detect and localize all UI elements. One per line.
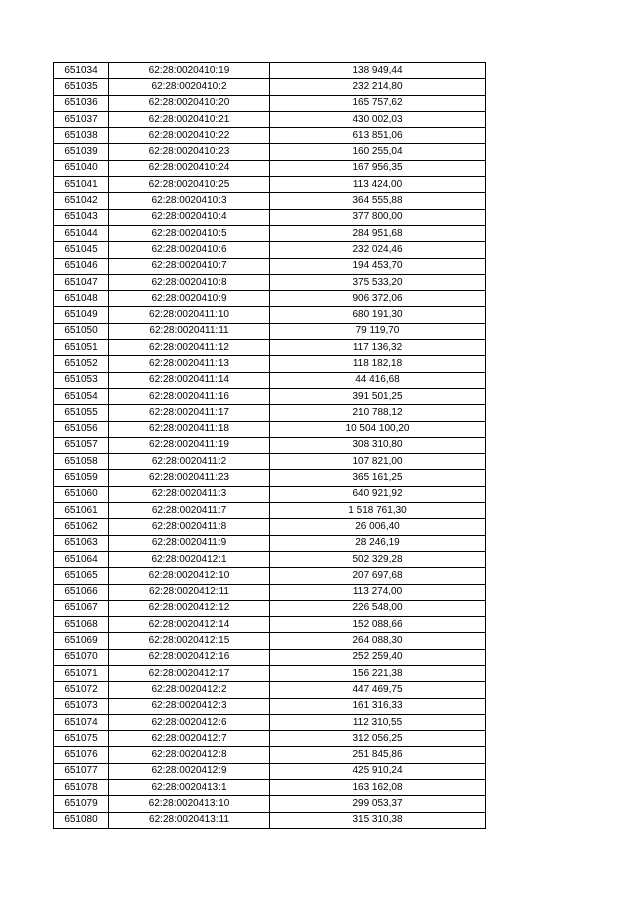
table-row — [54, 780, 486, 796]
cadastral-number-cell: 62:28:0020413:1 — [109, 780, 270, 796]
record-number-cell: 651057 — [54, 437, 109, 453]
cadastral-number-cell: 62:28:0020412:7 — [109, 731, 270, 747]
cadastral-value-cell: 113 424,00 — [270, 177, 486, 193]
table-row — [54, 63, 486, 79]
record-number-cell: 651061 — [54, 503, 109, 519]
record-number-cell: 651070 — [54, 649, 109, 665]
cadastral-number-cell: 62:28:0020410:21 — [109, 111, 270, 127]
table-row — [54, 372, 486, 388]
cadastral-number-cell: 62:28:0020410:4 — [109, 209, 270, 225]
table-row — [54, 323, 486, 339]
table-row — [54, 95, 486, 111]
cadastral-value-cell: 391 501,25 — [270, 388, 486, 404]
table-row — [54, 340, 486, 356]
record-number-cell: 651036 — [54, 95, 109, 111]
cadastral-value-cell: 377 800,00 — [270, 209, 486, 225]
record-number-cell: 651056 — [54, 421, 109, 437]
cadastral-value-cell: 299 053,37 — [270, 796, 486, 812]
cadastral-number-cell: 62:28:0020410:2 — [109, 79, 270, 95]
cadastral-value-cell: 430 002,03 — [270, 111, 486, 127]
table-row — [54, 258, 486, 274]
cadastral-value-cell: 226 548,00 — [270, 600, 486, 616]
record-number-cell: 651079 — [54, 796, 109, 812]
record-number-cell: 651063 — [54, 535, 109, 551]
record-number-cell: 651035 — [54, 79, 109, 95]
record-number-cell: 651044 — [54, 225, 109, 241]
table-row — [54, 617, 486, 633]
table-row — [54, 519, 486, 535]
table-row — [54, 796, 486, 812]
cadastral-value-cell: 207 697,68 — [270, 568, 486, 584]
record-number-cell: 651076 — [54, 747, 109, 763]
table-row — [54, 160, 486, 176]
cadastral-number-cell: 62:28:0020412:12 — [109, 600, 270, 616]
cadastral-number-cell: 62:28:0020412:9 — [109, 763, 270, 779]
cadastral-number-cell: 62:28:0020413:10 — [109, 796, 270, 812]
record-number-cell: 651072 — [54, 682, 109, 698]
record-number-cell: 651058 — [54, 454, 109, 470]
record-number-cell: 651050 — [54, 323, 109, 339]
record-number-cell: 651068 — [54, 617, 109, 633]
cadastral-value-cell: 640 921,92 — [270, 486, 486, 502]
record-number-cell: 651071 — [54, 665, 109, 681]
cadastral-number-cell: 62:28:0020412:14 — [109, 617, 270, 633]
record-number-cell: 651049 — [54, 307, 109, 323]
record-number-cell: 651051 — [54, 340, 109, 356]
cadastral-number-cell: 62:28:0020410:19 — [109, 63, 270, 79]
cadastral-value-cell: 165 757,62 — [270, 95, 486, 111]
record-number-cell: 651045 — [54, 242, 109, 258]
cadastral-number-cell: 62:28:0020410:22 — [109, 128, 270, 144]
record-number-cell: 651046 — [54, 258, 109, 274]
cadastral-value-cell: 284 951,68 — [270, 225, 486, 241]
record-number-cell: 651053 — [54, 372, 109, 388]
cadastral-value-cell: 232 214,80 — [270, 79, 486, 95]
record-number-cell: 651042 — [54, 193, 109, 209]
cadastral-number-cell: 62:28:0020411:13 — [109, 356, 270, 372]
record-number-cell: 651075 — [54, 731, 109, 747]
cadastral-value-cell: 79 119,70 — [270, 323, 486, 339]
cadastral-number-cell: 62:28:0020413:11 — [109, 812, 270, 828]
table-row — [54, 812, 486, 828]
cadastral-number-cell: 62:28:0020411:10 — [109, 307, 270, 323]
cadastral-number-cell: 62:28:0020410:5 — [109, 225, 270, 241]
table-row — [54, 177, 486, 193]
cadastral-value-cell: 251 845,86 — [270, 747, 486, 763]
cadastral-number-cell: 62:28:0020412:15 — [109, 633, 270, 649]
cadastral-value-cell: 167 956,35 — [270, 160, 486, 176]
cadastral-number-cell: 62:28:0020410:25 — [109, 177, 270, 193]
table-row — [54, 470, 486, 486]
cadastral-number-cell: 62:28:0020411:8 — [109, 519, 270, 535]
cadastral-number-cell: 62:28:0020411:16 — [109, 388, 270, 404]
cadastral-value-cell: 160 255,04 — [270, 144, 486, 160]
cadastral-value-cell: 365 161,25 — [270, 470, 486, 486]
table-row — [54, 225, 486, 241]
record-number-cell: 651043 — [54, 209, 109, 225]
cadastral-value-cell: 107 821,00 — [270, 454, 486, 470]
cadastral-value-cell: 252 259,40 — [270, 649, 486, 665]
table-body — [54, 63, 486, 829]
cadastral-number-cell: 62:28:0020410:20 — [109, 95, 270, 111]
table-row — [54, 503, 486, 519]
table-row — [54, 291, 486, 307]
record-number-cell: 651055 — [54, 405, 109, 421]
cadastral-value-cell: 194 453,70 — [270, 258, 486, 274]
cadastral-value-cell: 906 372,06 — [270, 291, 486, 307]
record-number-cell: 651067 — [54, 600, 109, 616]
cadastral-value-cell: 118 182,18 — [270, 356, 486, 372]
cadastral-number-cell: 62:28:0020412:8 — [109, 747, 270, 763]
cadastral-number-cell: 62:28:0020411:3 — [109, 486, 270, 502]
cadastral-value-cell: 112 310,55 — [270, 714, 486, 730]
cadastral-number-cell: 62:28:0020411:2 — [109, 454, 270, 470]
table-row — [54, 649, 486, 665]
cadastral-number-cell: 62:28:0020411:7 — [109, 503, 270, 519]
record-number-cell: 651037 — [54, 111, 109, 127]
cadastral-number-cell: 62:28:0020412:6 — [109, 714, 270, 730]
record-number-cell: 651039 — [54, 144, 109, 160]
cadastral-value-cell: 26 006,40 — [270, 519, 486, 535]
cadastral-number-cell: 62:28:0020410:8 — [109, 274, 270, 290]
cadastral-value-cell: 117 136,32 — [270, 340, 486, 356]
table-row — [54, 763, 486, 779]
table-row — [54, 356, 486, 372]
cadastral-value-cell: 264 088,30 — [270, 633, 486, 649]
cadastral-value-cell: 28 246,19 — [270, 535, 486, 551]
table-row — [54, 307, 486, 323]
table-row — [54, 633, 486, 649]
table-row — [54, 454, 486, 470]
table-row — [54, 209, 486, 225]
table-row — [54, 747, 486, 763]
table-row — [54, 388, 486, 404]
cadastral-value-cell: 502 329,28 — [270, 551, 486, 567]
table-row — [54, 193, 486, 209]
cadastral-value-cell: 152 088,66 — [270, 617, 486, 633]
table-row — [54, 551, 486, 567]
cadastral-number-cell: 62:28:0020410:3 — [109, 193, 270, 209]
record-number-cell: 651054 — [54, 388, 109, 404]
cadastral-number-cell: 62:28:0020412:10 — [109, 568, 270, 584]
record-number-cell: 651038 — [54, 128, 109, 144]
record-number-cell: 651078 — [54, 780, 109, 796]
cadastral-value-cell: 210 788,12 — [270, 405, 486, 421]
table-row — [54, 698, 486, 714]
cadastral-value-cell: 375 533,20 — [270, 274, 486, 290]
record-number-cell: 651065 — [54, 568, 109, 584]
table-row — [54, 486, 486, 502]
cadastral-number-cell: 62:28:0020410:7 — [109, 258, 270, 274]
cadastral-value-cell: 156 221,38 — [270, 665, 486, 681]
cadastral-number-cell: 62:28:0020412:2 — [109, 682, 270, 698]
cadastral-number-cell: 62:28:0020411:11 — [109, 323, 270, 339]
cadastral-number-cell: 62:28:0020412:17 — [109, 665, 270, 681]
cadastral-value-cell: 312 056,25 — [270, 731, 486, 747]
cadastral-value-cell: 161 316,33 — [270, 698, 486, 714]
cadastral-value-cell: 138 949,44 — [270, 63, 486, 79]
table-row — [54, 568, 486, 584]
record-number-cell: 651077 — [54, 763, 109, 779]
record-number-cell: 651074 — [54, 714, 109, 730]
record-number-cell: 651048 — [54, 291, 109, 307]
cadastral-value-cell: 1 518 761,30 — [270, 503, 486, 519]
record-number-cell: 651066 — [54, 584, 109, 600]
cadastral-value-cell: 232 024,46 — [270, 242, 486, 258]
table-row — [54, 437, 486, 453]
cadastral-number-cell: 62:28:0020412:3 — [109, 698, 270, 714]
table-row — [54, 128, 486, 144]
table-row — [54, 731, 486, 747]
record-number-cell: 651047 — [54, 274, 109, 290]
record-number-cell: 651062 — [54, 519, 109, 535]
cadastral-value-cell: 113 274,00 — [270, 584, 486, 600]
cadastral-number-cell: 62:28:0020412:1 — [109, 551, 270, 567]
cadastral-number-cell: 62:28:0020410:6 — [109, 242, 270, 258]
cadastral-number-cell: 62:28:0020411:14 — [109, 372, 270, 388]
table-row — [54, 144, 486, 160]
cadastral-value-cell: 44 416,68 — [270, 372, 486, 388]
record-number-cell: 651040 — [54, 160, 109, 176]
cadastral-value-cell: 613 851,06 — [270, 128, 486, 144]
cadastral-value-cell: 10 504 100,20 — [270, 421, 486, 437]
record-number-cell: 651034 — [54, 63, 109, 79]
record-number-cell: 651069 — [54, 633, 109, 649]
table-row — [54, 600, 486, 616]
cadastral-value-cell: 315 310,38 — [270, 812, 486, 828]
cadastral-value-cell: 308 310,80 — [270, 437, 486, 453]
cadastral-value-cell: 680 191,30 — [270, 307, 486, 323]
cadastral-number-cell: 62:28:0020412:11 — [109, 584, 270, 600]
record-number-cell: 651080 — [54, 812, 109, 828]
record-number-cell: 651060 — [54, 486, 109, 502]
table-row — [54, 111, 486, 127]
record-number-cell: 651059 — [54, 470, 109, 486]
cadastral-number-cell: 62:28:0020410:24 — [109, 160, 270, 176]
table-row — [54, 421, 486, 437]
table-row — [54, 584, 486, 600]
cadastral-value-cell: 447 469,75 — [270, 682, 486, 698]
table-row — [54, 274, 486, 290]
cadastral-value-table — [53, 62, 486, 829]
table-row — [54, 682, 486, 698]
record-number-cell: 651064 — [54, 551, 109, 567]
cadastral-number-cell: 62:28:0020410:23 — [109, 144, 270, 160]
cadastral-number-cell: 62:28:0020411:12 — [109, 340, 270, 356]
table-row — [54, 665, 486, 681]
cadastral-value-cell: 425 910,24 — [270, 763, 486, 779]
table-row — [54, 535, 486, 551]
table-row — [54, 79, 486, 95]
cadastral-number-cell: 62:28:0020410:9 — [109, 291, 270, 307]
cadastral-number-cell: 62:28:0020411:18 — [109, 421, 270, 437]
cadastral-number-cell: 62:28:0020411:9 — [109, 535, 270, 551]
cadastral-number-cell: 62:28:0020411:17 — [109, 405, 270, 421]
cadastral-value-cell: 364 555,88 — [270, 193, 486, 209]
cadastral-number-cell: 62:28:0020411:19 — [109, 437, 270, 453]
table-row — [54, 405, 486, 421]
cadastral-value-cell: 163 162,08 — [270, 780, 486, 796]
table-row — [54, 242, 486, 258]
cadastral-number-cell: 62:28:0020411:23 — [109, 470, 270, 486]
table-row — [54, 714, 486, 730]
record-number-cell: 651052 — [54, 356, 109, 372]
record-number-cell: 651041 — [54, 177, 109, 193]
record-number-cell: 651073 — [54, 698, 109, 714]
cadastral-number-cell: 62:28:0020412:16 — [109, 649, 270, 665]
